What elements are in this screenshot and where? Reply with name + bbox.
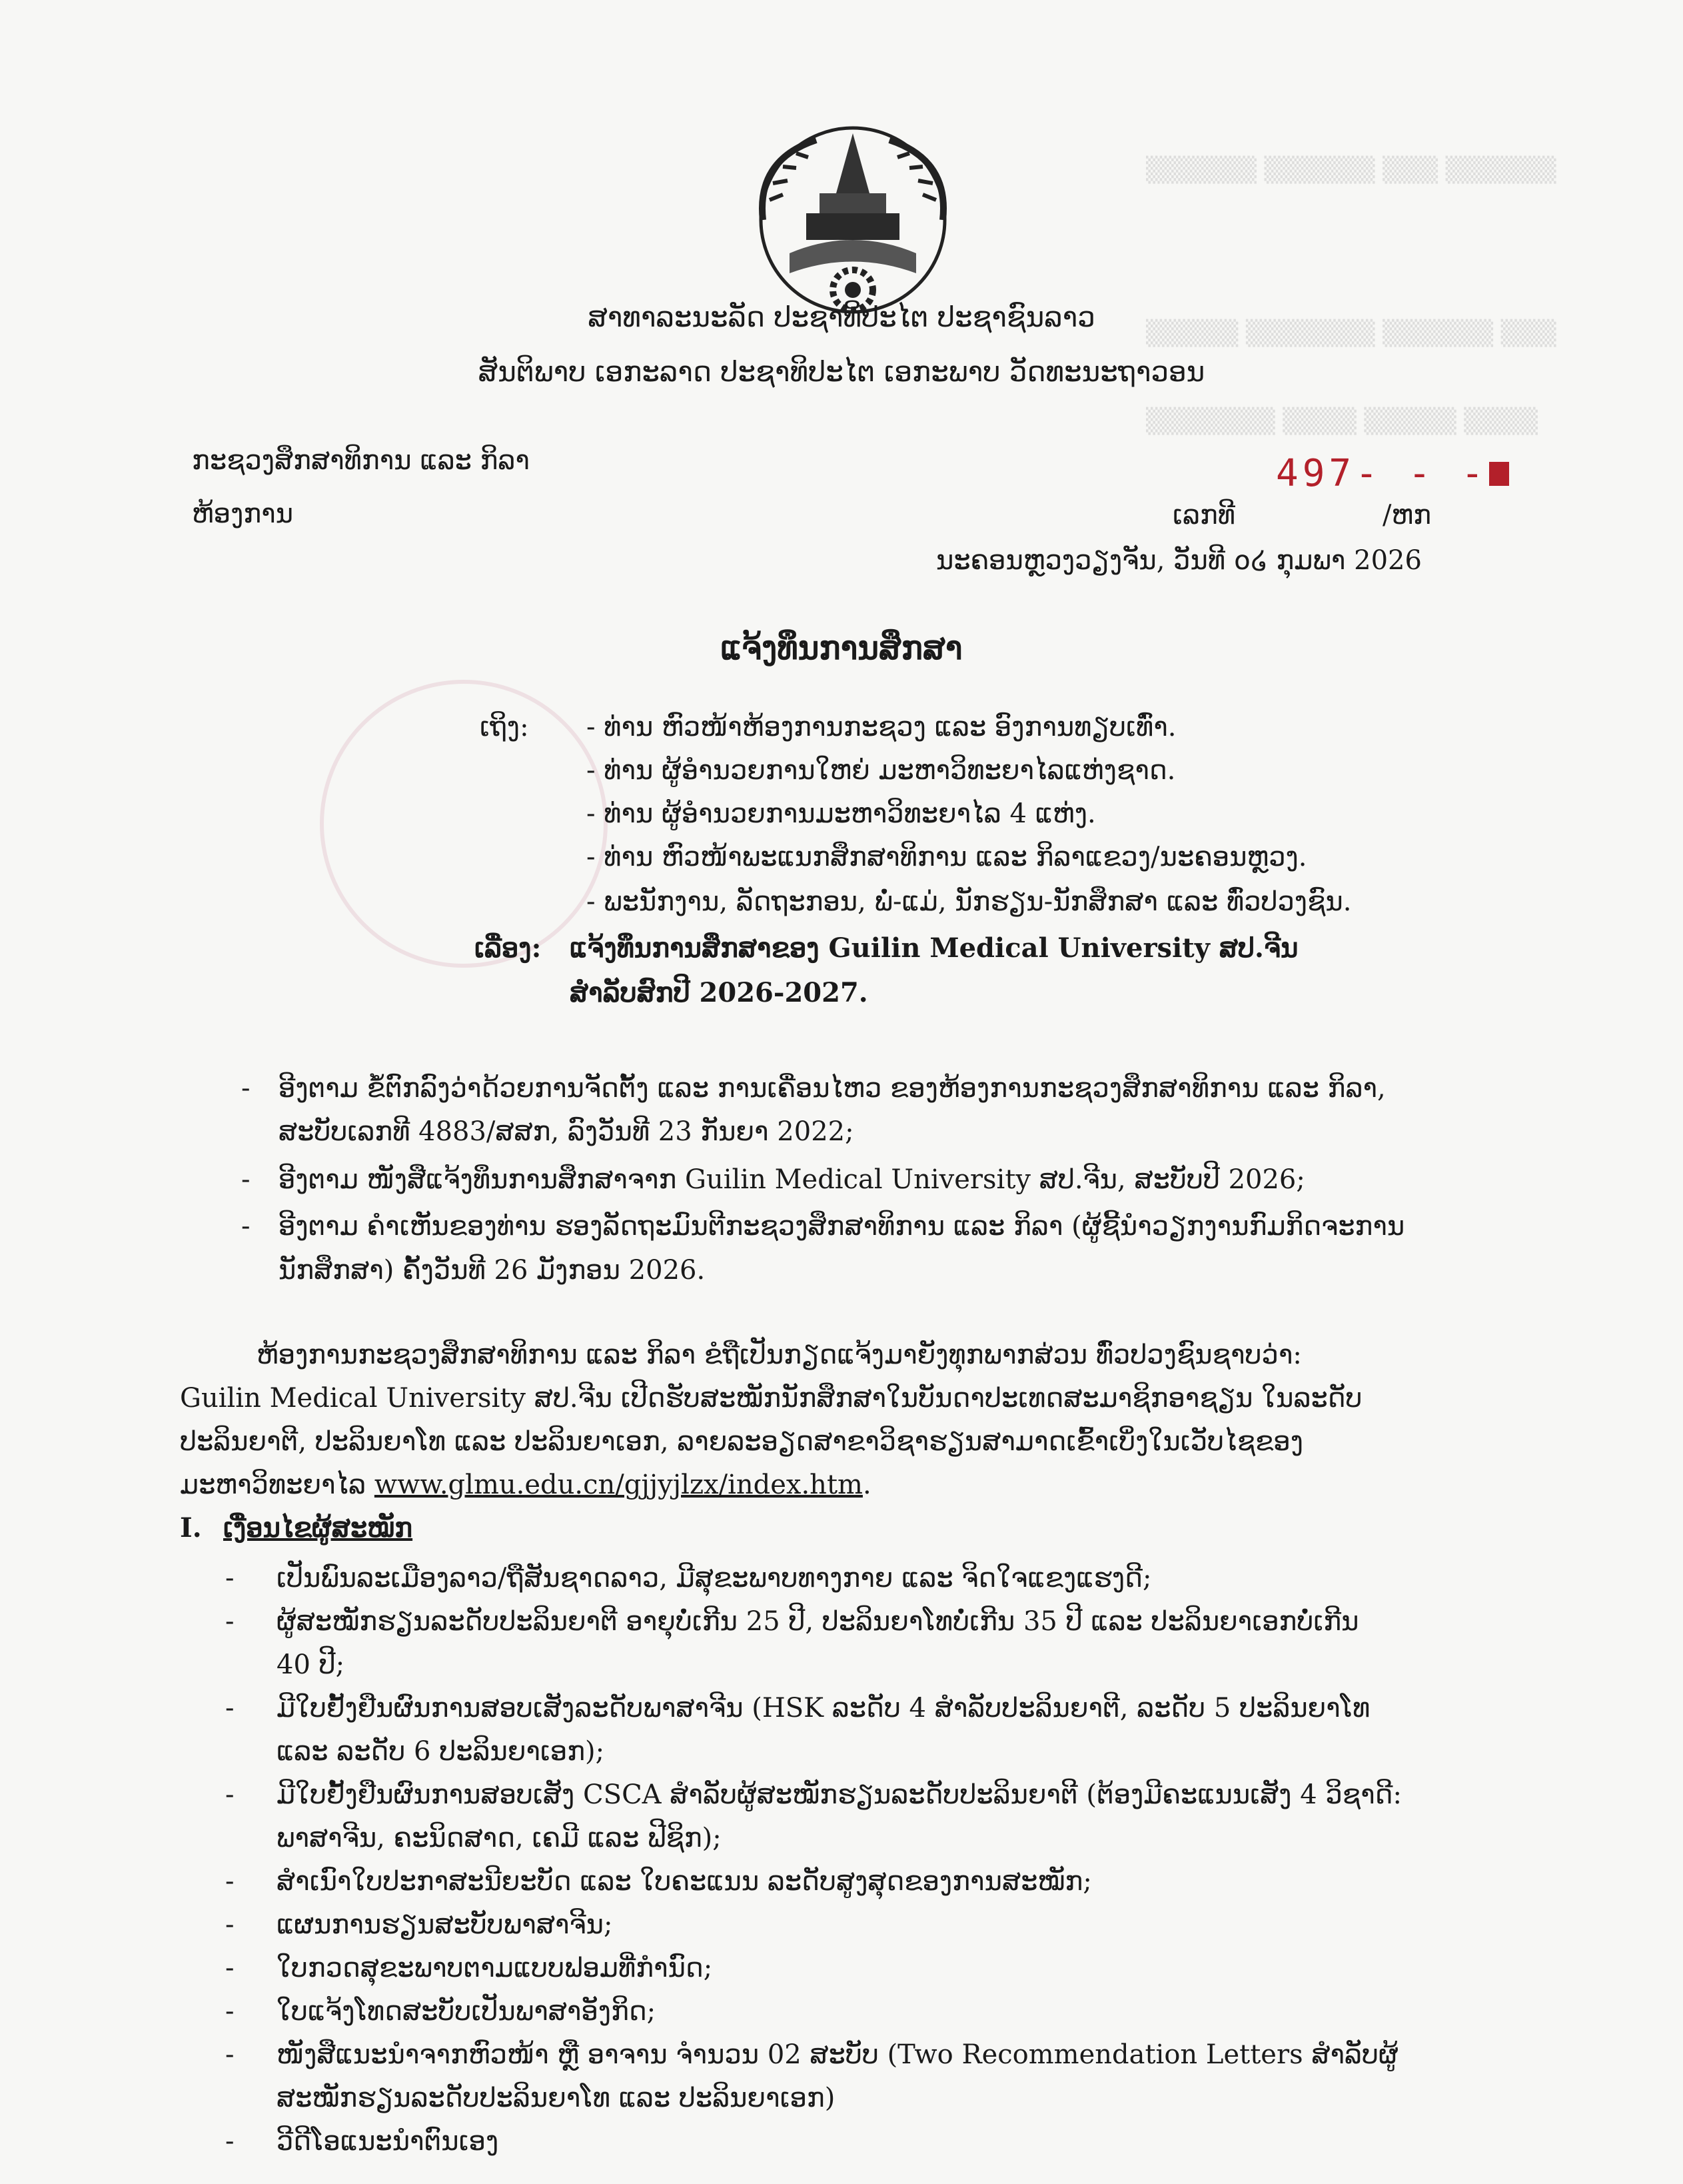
document-number-stamp xyxy=(1276,452,1513,495)
reference-text: ອີງຕາມ ໜັງສືແຈ້ງທຶນການສຶກສາຈາກ Guilin Medical University ສປ.ຈີນ, ສະບັບປີ 2026; xyxy=(279,1164,1305,1195)
recipient-item: - ພະນັກງານ, ລັດຖະກອນ, ພໍ່-ແມ່, ນັກຮຽນ-ນັກສຶກສາ ແລະ ທົ່ວປວງຊົນ. xyxy=(586,886,1352,917)
body-line: ປະລິນຍາຕີ, ປະລິນຍາໂທ ແລະ ປະລິນຍາເອກ, ລາຍລະອຽດສາຂາວິຊາຮຽນສາມາດເຂົ້າເບິ່ງໃນເວັບໄຊຂອງ xyxy=(180,1426,1303,1457)
reference-bullet: - xyxy=(241,1164,251,1195)
requirement-text: ເປັນພົນລະເມືອງລາວ/ຖືສັນຊາດລາວ, ມີສຸຂະພາບທາງກາຍ ແລະ ຈິດໃຈແຂງແຮງດີ; xyxy=(277,1563,1152,1594)
number-suffix: /ຫກ xyxy=(1383,500,1432,531)
subject-line-2: ສໍາລັບສົກປີ 2026-2027. xyxy=(570,977,868,1008)
requirement-text: 40 ປີ; xyxy=(277,1649,345,1680)
recipient-item: - ທ່ານ ຜູ້ອໍານວຍການໃຫຍ່ ມະຫາວິທະຍາໄລແຫ່ງຊາດ. xyxy=(586,755,1176,786)
requirement-bullet: - xyxy=(225,1953,235,1983)
recipient-item: - ທ່ານ ຫົວໜ້າພະແນກສຶກສາທິການ ແລະ ກິລາແຂວງ/ນະຄອນຫຼວງ. xyxy=(586,842,1307,872)
requirement-bullet: - xyxy=(225,1563,235,1594)
body-line-prefix: ມະຫາວິທະຍາໄລ xyxy=(180,1470,374,1500)
subject-label: ເລື່ອງ: xyxy=(474,932,542,964)
subject-line-1: ແຈ້ງທຶນການສຶກສາຂອງ Guilin Medical University ສປ.ຈີນ xyxy=(570,932,1299,964)
reference-text: ອີງຕາມ ຂໍ້ຕົກລົງວ່າດ້ວຍການຈັດຕັ້ງ ແລະ ການເຄື່ອນໄຫວ ຂອງຫ້ອງການກະຊວງສຶກສາທິການ ແລະ ກິລາ, xyxy=(279,1073,1386,1104)
body-line-suffix: . xyxy=(862,1470,871,1500)
header-republic: ສາທາລະນະລັດ ປະຊາທິປະໄຕ ປະຊາຊົນລາວ xyxy=(588,301,1095,333)
number-label: ເລກທີ xyxy=(1173,500,1236,531)
body-line-website xyxy=(180,1470,871,1500)
requirement-bullet: - xyxy=(225,1693,235,1723)
header-motto: ສັນຕິພາບ ເອກະລາດ ປະຊາທິປະໄຕ ເອກະພາບ ວັດທະນະຖາວອນ xyxy=(478,355,1205,388)
place-date: ນະຄອນຫຼວງວຽງຈັນ, ວັນທີ ໐໒ ກຸມພາ 2026 xyxy=(936,545,1422,576)
requirement-text: ສະໝັກຮຽນລະດັບປະລິນຍາໂທ ແລະ ປະລິນຍາເອກ) xyxy=(277,2083,836,2113)
requirement-bullet: - xyxy=(225,2039,235,2070)
requirement-text: ວີດີໂອແນະນໍາຕົນເອງ xyxy=(277,2126,499,2157)
reference-text: ອີງຕາມ ຄໍາເຫັນຂອງທ່ານ ຮອງລັດຖະມົນຕີກະຊວງສຶກສາທິການ ແລະ ກິລາ (ຜູ້ຊີ້ນໍາວຽກງານກົມກິດຈະການ xyxy=(279,1211,1405,1242)
section-heading: ເງື່ອນໄຂຜູ້ສະໝັກ xyxy=(223,1512,413,1544)
requirement-text: ໜັງສືແນະນໍາຈາກຫົວໜ້າ ຫຼື ອາຈານ ຈໍານວນ 02 ສະບັບ (Two Recommendation Letters ສໍາລັບຜູ້ xyxy=(277,2039,1399,2070)
document-number: 497 xyxy=(1276,452,1356,495)
faded-seal xyxy=(320,680,608,968)
requirement-text: ສໍາເນົາໃບປະກາສະນີຍະບັດ ແລະ ໃບຄະແນນ ລະດັບສູງສຸດຂອງການສະໝັກ; xyxy=(277,1866,1092,1897)
requirement-text: ພາສາຈີນ, ຄະນິດສາດ, ເຄມີ ແລະ ຟີຊິກ); xyxy=(277,1823,722,1853)
office-name: ຫ້ອງການ xyxy=(192,499,294,529)
stamp-mark-icon xyxy=(1488,458,1513,490)
reference-bullet: - xyxy=(241,1073,251,1104)
requirement-text: ມີໃບຢັ້ງຢືນຜົນການສອບເສັງ CSCA ສໍາລັບຜູ້ສະໝັກຮຽນລະດັບປະລິນຍາຕີ (ຕ້ອງມີຄະແນນເສັງ 4 ວິຊາດີ: xyxy=(277,1779,1402,1810)
requirement-text: ໃບກວດສຸຂະພາບຕາມແບບຟອມທີ່ກໍານົດ; xyxy=(277,1953,713,1983)
bleed-through: ▒▒▒▒▒ ▒▒▒▒▒▒▒ ▒▒▒▒▒▒ ▒▒▒ xyxy=(1146,320,1556,347)
requirement-bullet: - xyxy=(225,1996,235,2027)
requirement-text: ຜູ້ສະໝັກຮຽນລະດັບປະລິນຍາຕີ ອາຍຸບໍ່ເກີນ 25 ປີ, ປະລິນຍາໂທບໍ່ເກີນ 35 ປີ ແລະ ປະລິນຍາເອກບໍ່ເກີນ xyxy=(277,1606,1359,1637)
requirement-text: ແຜນການຮຽນສະບັບພາສາຈີນ; xyxy=(277,1909,613,1940)
document-title: ແຈ້ງທຶນການສຶກສາ xyxy=(720,630,963,667)
requirement-bullet: - xyxy=(225,1866,235,1897)
university-website-link[interactable]: www.glmu.edu.cn/gjjyjlzx/index.htm xyxy=(374,1470,863,1500)
reference-text: ນັກສຶກສາ) ຄັ້ງວັນທີ 26 ມັງກອນ 2026. xyxy=(279,1255,706,1286)
requirement-bullet: - xyxy=(225,1909,235,1940)
lao-national-emblem-icon xyxy=(743,120,963,320)
bleed-through: ▒▒▒▒▒▒ ▒▒▒▒▒▒ ▒▒▒ ▒▒▒▒▒▒ xyxy=(1146,157,1556,184)
reference-bullet: - xyxy=(241,1211,251,1242)
body-line: Guilin Medical University ສປ.ຈີນ ເປີດຮັບສະໝັກນັກສຶກສາໃນບັນດາປະເທດສະມາຊິກອາຊຽນ ໃນລະດັບ xyxy=(180,1383,1363,1414)
section-numeral: I. xyxy=(180,1512,202,1544)
reference-text: ສະບັບເລກທີ 4883/ສສກ, ລົງວັນທີ 23 ກັນຍາ 2022; xyxy=(279,1116,854,1147)
recipients-label: ເຖິງ: xyxy=(480,712,529,742)
requirement-text: ແລະ ລະດັບ 6 ປະລິນຍາເອກ); xyxy=(277,1736,605,1767)
ministry-name: ກະຊວງສຶກສາທິການ ແລະ ກິລາ xyxy=(192,445,530,476)
bleed-through: ▒▒▒▒▒▒▒ ▒▒▒▒ ▒▒▒▒▒ ▒▒▒▒ xyxy=(1146,408,1538,435)
requirement-bullet: - xyxy=(225,1606,235,1637)
requirement-text: ມີໃບຢັ້ງຢືນຜົນການສອບເສັງລະດັບພາສາຈີນ (HSK ລະດັບ 4 ສໍາລັບປະລິນຍາຕີ, ລະດັບ 5 ປະລິນຍາໂທ xyxy=(277,1693,1371,1723)
recipient-item: - ທ່ານ ຫົວໜ້າຫ້ອງການກະຊວງ ແລະ ອົງການທຽບເທົ່າ. xyxy=(586,712,1177,742)
number-dashes: - - - xyxy=(1355,452,1488,495)
requirement-text: ໃບແຈ້ງໂທດສະບັບເປັນພາສາອັງກິດ; xyxy=(277,1996,656,2027)
requirement-bullet: - xyxy=(225,2126,235,2157)
recipient-item: - ທ່ານ ຜູ້ອໍານວຍການມະຫາວິທະຍາໄລ 4 ແຫ່ງ. xyxy=(586,798,1096,829)
requirement-bullet: - xyxy=(225,1779,235,1810)
body-line: ຫ້ອງການກະຊວງສຶກສາທິການ ແລະ ກິລາ ຂໍຖືເປັນກຽດແຈ້ງມາຍັງທຸກພາກສ່ວນ ທົ່ວປວງຊົນຊາບວ່າ: xyxy=(257,1340,1302,1370)
